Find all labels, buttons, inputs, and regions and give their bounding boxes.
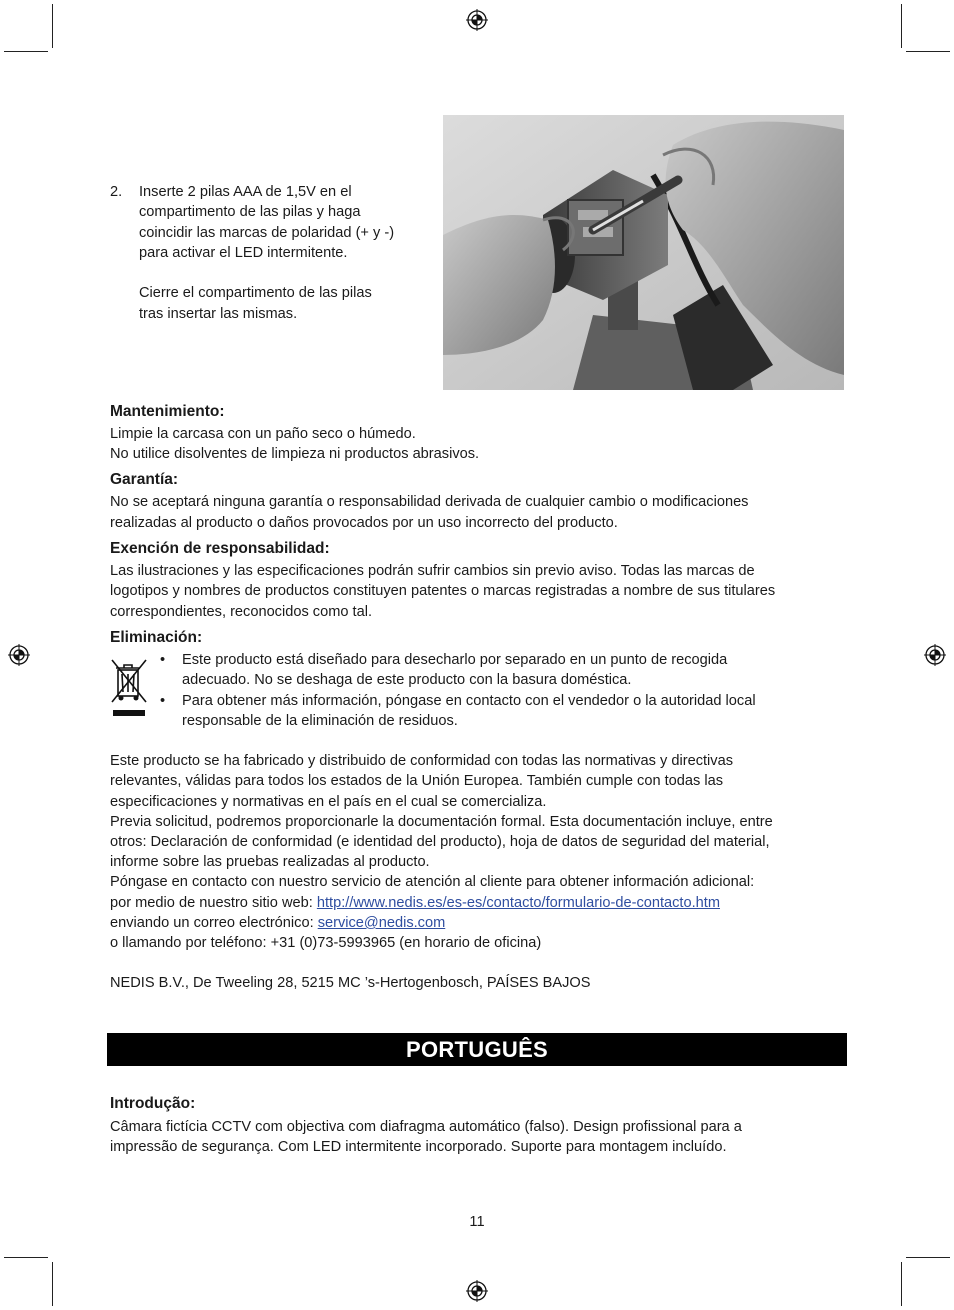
page-number: 11 bbox=[469, 1214, 485, 1230]
language-title: PORTUGUÊS bbox=[405, 1037, 549, 1062]
email-link[interactable]: service@nedis.com bbox=[317, 915, 446, 931]
crop-mark bbox=[52, 4, 53, 48]
section-heading-exencion: Exención de responsabilidad: bbox=[110, 540, 330, 557]
email-prefix: enviando un correo electrónico: bbox=[110, 915, 318, 931]
text-line: Este producto está diseñado para desecharlo por separado en un punto de recogida bbox=[182, 652, 728, 668]
crop-mark bbox=[4, 51, 48, 52]
registration-mark-icon bbox=[466, 9, 488, 31]
step-number: 2. bbox=[110, 184, 123, 200]
section-heading-mantenimiento: Mantenimiento: bbox=[110, 403, 225, 420]
section-heading-garantia: Garantía: bbox=[110, 471, 179, 488]
crop-mark bbox=[52, 1262, 53, 1306]
text-line: informe sobre las pruebas realizadas al producto. bbox=[110, 854, 430, 870]
crop-mark bbox=[4, 1257, 48, 1258]
crop-mark bbox=[901, 4, 902, 48]
contact-form-link[interactable]: http://www.nedis.es/es-es/contacto/formulario-de-contacto.htm bbox=[316, 895, 720, 911]
text-line: relevantes, válidas para todos los estados de la Unión Europea. También cumple con todas las bbox=[110, 773, 724, 789]
phone-line: o llamando por teléfono: +31 (0)73-5993965 (en horario de oficina) bbox=[110, 935, 542, 951]
text-line: tras insertar las mismas. bbox=[139, 305, 298, 322]
text-line: correspondientes, reconocidos como tal. bbox=[110, 604, 373, 620]
section-heading-introducao: Introdução: bbox=[110, 1095, 196, 1112]
section-heading-eliminacion: Eliminación: bbox=[110, 629, 203, 646]
company-address: NEDIS B.V., De Tweeling 28, 5215 MC ’s-Hertogenbosch, PAÍSES BAJOS bbox=[110, 975, 591, 991]
text-line: Cierre el compartimento de las pilas bbox=[139, 285, 372, 302]
text-line: Limpie la carcasa con un paño seco o húmedo. bbox=[110, 426, 416, 442]
step-text bbox=[139, 182, 439, 324]
text-line: Para obtener más información, póngase en contacto con el vendedor o la autoridad local bbox=[182, 693, 756, 709]
hands-inserting-batteries-photo bbox=[443, 115, 844, 390]
web-prefix: por medio de nuestro sitio web: bbox=[110, 895, 317, 911]
text-line: impressão de segurança. Com LED intermitente incorporado. Suporte para montagem incluído. bbox=[110, 1139, 727, 1155]
text-line: responsable de la eliminación de residuos. bbox=[182, 713, 458, 730]
registration-mark-icon bbox=[924, 644, 946, 666]
text-line: otros: Declaración de conformidad (e identidad del producto), hoja de datos de seguridad del material, bbox=[110, 834, 770, 850]
web-line bbox=[110, 893, 720, 913]
registration-mark-icon bbox=[466, 1280, 488, 1302]
bullet: • bbox=[160, 652, 166, 668]
text-line: Inserte 2 pilas AAA de 1,5V en el bbox=[139, 184, 352, 200]
registration-mark-icon bbox=[8, 644, 30, 666]
text-line: adecuado. No se deshaga de este producto con la basura doméstica. bbox=[182, 672, 632, 689]
text-line: Las ilustraciones y las especificaciones podrán sufrir cambios sin previo aviso. Todas las marcas de bbox=[110, 563, 755, 579]
language-banner bbox=[107, 1033, 847, 1066]
crop-mark bbox=[906, 51, 950, 52]
crop-mark bbox=[906, 1257, 950, 1258]
text-line: Este producto se ha fabricado y distribuido de conformidad con todas las normativas y directivas bbox=[110, 753, 733, 769]
text-line: Câmara fictícia CCTV com objectiva com diafragma automático (falso). Design profissional para a bbox=[110, 1119, 742, 1135]
text-line: No se aceptará ninguna garantía o responsabilidad derivada de cualquier cambio o modificaciones bbox=[110, 494, 749, 510]
email-line bbox=[110, 913, 445, 933]
crop-mark bbox=[901, 1262, 902, 1306]
text-line: No utilice disolventes de limpieza ni productos abrasivos. bbox=[110, 446, 480, 462]
text-line: realizadas al producto o daños provocados por un uso incorrecto del producto. bbox=[110, 515, 618, 531]
text-line: logotipos y nombres de productos constituyen patentes o marcas registradas a nombre de sus titulares bbox=[110, 583, 776, 599]
text-line: Póngase en contacto con nuestro servicio de atención al cliente para obtener información adicional: bbox=[110, 874, 755, 890]
bullet: • bbox=[160, 693, 166, 709]
text-line: para activar el LED intermitente. bbox=[139, 244, 348, 261]
crossed-out-wheelie-bin-icon bbox=[108, 656, 150, 718]
text-line: especificaciones y normativas en el país en el cual se comercializa. bbox=[110, 794, 547, 810]
text-line: coincidir las marcas de polaridad (+ y -) bbox=[139, 224, 395, 241]
text-line: Previa solicitud, podremos proporcionarle la documentación formal. Esta documentación incluye, entre bbox=[110, 814, 773, 830]
text-line: compartimento de las pilas y haga bbox=[139, 204, 361, 221]
